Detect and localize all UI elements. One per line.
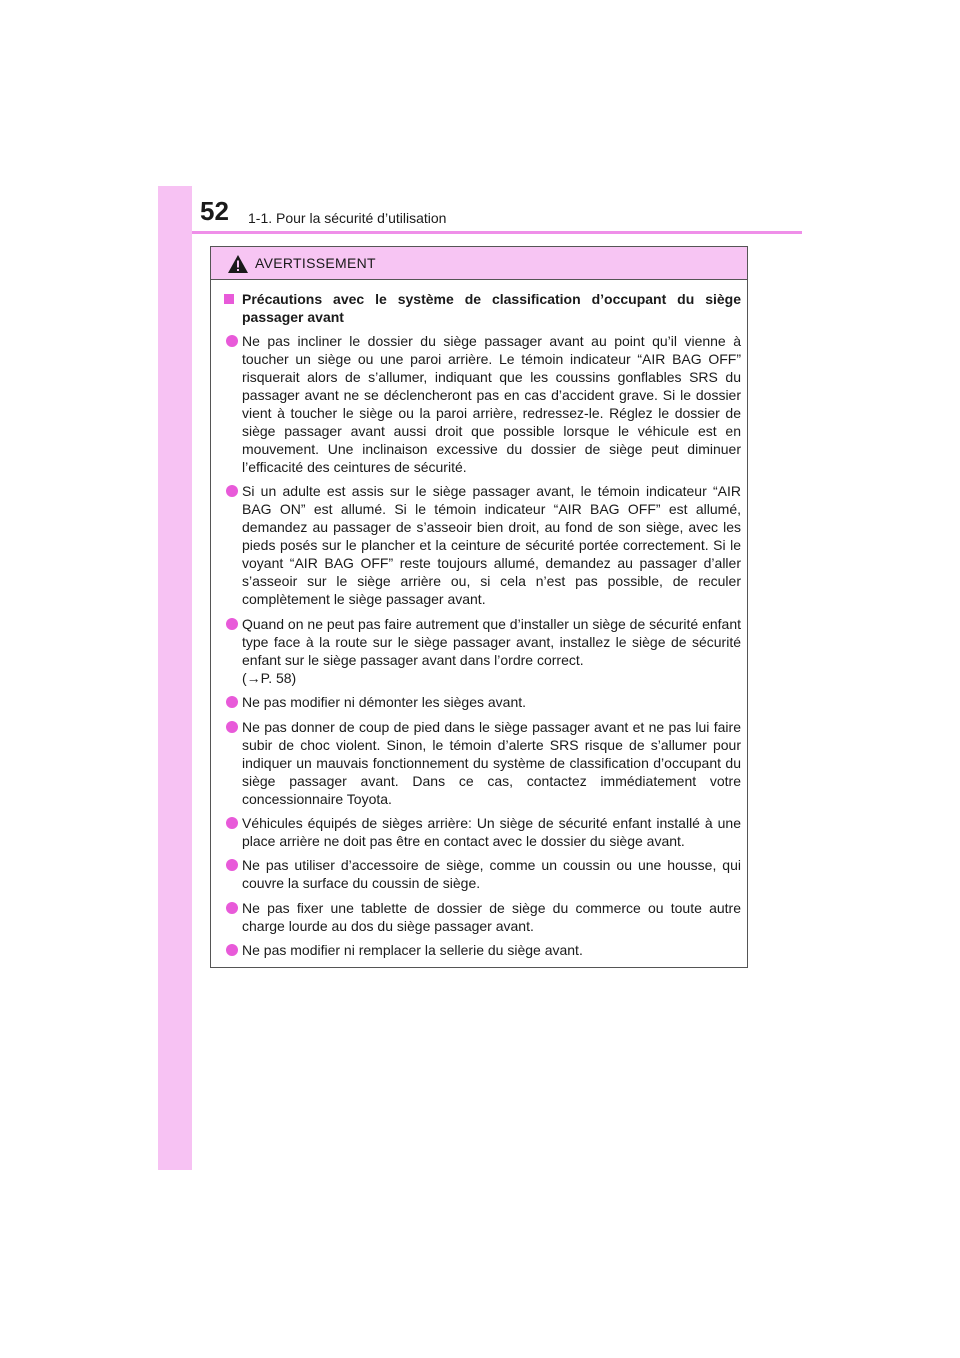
list-item-text: Si un adulte est assis sur le siège passager avant, le témoin indicateur “AIR BAG ON” est allumé. Si le témoin indicateur “AIR BAG OFF” est allumé, demandez au passager de s’asseoir bien droit, au fond de son siège, avec les pieds posés sur le plancher et la ceinture de sécurité portée correctement. Si le voyant “AIR BAG OFF” reste toujours allumé, demandez au passager d’aller s’asseoir sur le siège arrière ou, si cela n’est pas possible, de reculer complètement le siège passager avant. [242, 483, 741, 608]
bullet-list [217, 332, 741, 959]
list-item [217, 693, 741, 711]
section-title: 1-1. Pour la sécurité d’utilisation [248, 210, 447, 226]
list-item [217, 482, 741, 608]
list-item [217, 718, 741, 808]
warning-header [211, 247, 747, 280]
list-item-text: Ne pas incliner le dossier du siège passager avant au point qu’il vienne à toucher un siège ou une paroi arrière. Le témoin indicateur “AIR BAG OFF” risquerait alors de s’allumer, indiquant que les coussins gonflables SRS du passager avant ne se déclencheront pas en cas d’accident grave. Si le dossier vient à toucher le siège ou la paroi arrière, redressez-le. Réglez le dossier de siège passager avant aussi droit que possible lorsque le véhicule est en mouvement. Une inclinaison excessive du dossier de siège peut diminuer l’efficacité des ceintures de sécurité. [242, 333, 741, 475]
list-item-text: Quand on ne peut pas faire autrement que d’installer un siège de sécurité enfant type face à la route sur le siège passager avant, installez le siège de sécurité enfant sur le siège passager avant dans l’ordre correct. (→P. 58) [242, 615, 741, 686]
list-item-text: Ne pas donner de coup de pied dans le siège passager avant et ne pas lui faire subir de choc violent. Sinon, le témoin d’alerte SRS risque de s’allumer pour indiquer un mauvais fonctionnement du système de classification d’occupant du siège passager avant. Dans ce cas, contactez immédiatement votre concessionnaire Toyota. [242, 718, 741, 807]
list-item [217, 899, 741, 935]
list-item-text: Ne pas fixer une tablette de dossier de siège du commerce ou toute autre charge lourde au dos du siège passager avant. [242, 899, 741, 934]
section-heading [217, 290, 741, 326]
bullet-dot-icon [226, 859, 238, 871]
bullet-dot-icon [226, 485, 238, 497]
warning-content [211, 280, 747, 959]
list-item [217, 615, 741, 687]
bullet-dot-icon [226, 696, 238, 708]
warning-triangle-icon [227, 254, 249, 274]
side-color-band [158, 186, 192, 1170]
list-item [217, 856, 741, 892]
bullet-dot-icon [226, 944, 238, 956]
list-item [217, 941, 741, 959]
list-item [217, 814, 741, 850]
list-item-text: Ne pas modifier ni démonter les sièges avant. [242, 694, 527, 711]
warning-label: AVERTISSEMENT [255, 255, 376, 271]
header-rule [192, 231, 802, 234]
bullet-dot-icon [226, 902, 238, 914]
page-number: 52 [200, 196, 229, 226]
bullet-dot-icon [226, 817, 238, 829]
warning-box [210, 246, 748, 968]
list-item [217, 332, 741, 476]
list-item-text: Véhicules équipés de sièges arrière: Un siège de sécurité enfant installé à une place arrière ne doit pas être en contact avec le dossier du siège avant. [242, 814, 741, 849]
bullet-dot-icon [226, 618, 238, 630]
square-bullet-icon [224, 294, 234, 304]
list-item-text: Ne pas modifier ni remplacer la sellerie du siège avant. [242, 942, 583, 959]
section-heading-text: Précautions avec le système de classification d’occupant du siège passager avant [242, 291, 741, 325]
bullet-dot-icon [226, 335, 238, 347]
bullet-dot-icon [226, 721, 238, 733]
list-item-text: Ne pas utiliser d’accessoire de siège, comme un coussin ou une housse, qui couvre la surface du coussin de siège. [242, 857, 741, 892]
